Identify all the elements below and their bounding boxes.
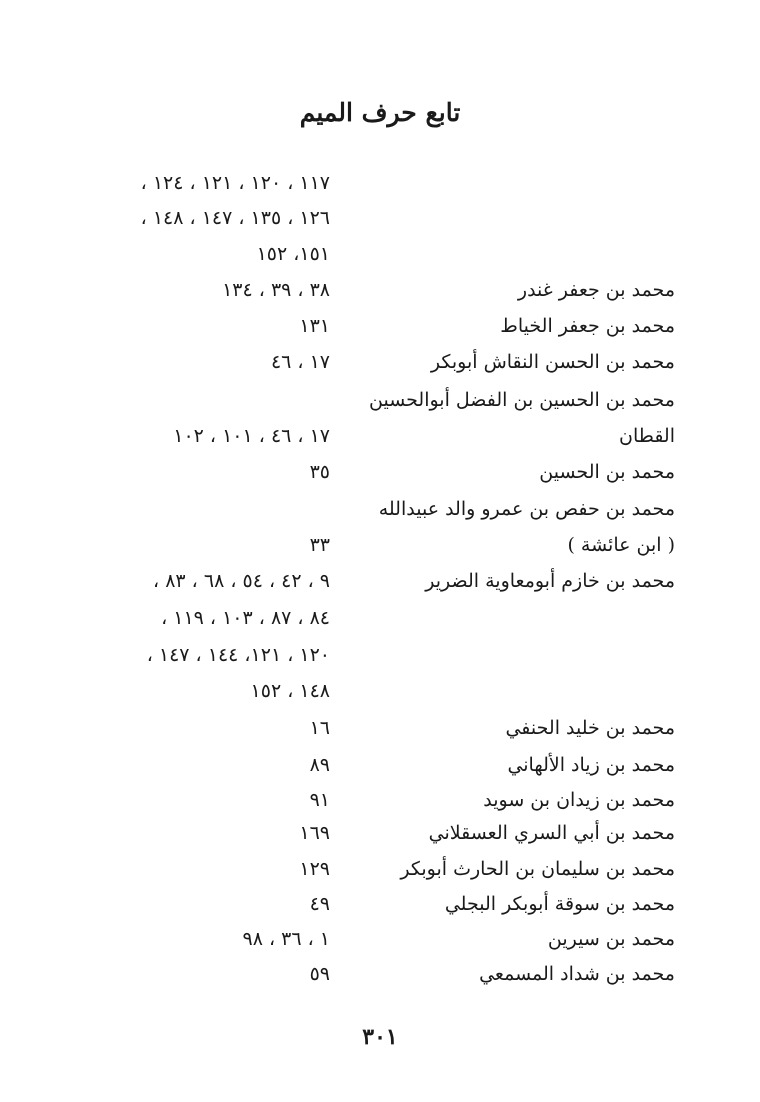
index-entry	[0, 887, 760, 921]
index-entry	[0, 166, 760, 200]
entry-pages: ١٢٦ ، ١٣٥ ، ١٤٧ ، ١٤٨ ،	[140, 207, 330, 229]
entry-pages: ٤٩	[309, 893, 330, 915]
index-entry	[0, 237, 760, 271]
entry-pages: ١٤٨ ، ١٥٢	[250, 680, 330, 702]
index-entry	[0, 455, 760, 489]
index-entry	[0, 957, 760, 991]
entry-name: محمد بن سوقة أبوبكر البجلي	[444, 893, 675, 915]
index-entry	[0, 492, 760, 526]
entry-name: ( ابن عائشة )	[567, 534, 675, 556]
index-entry	[0, 419, 760, 453]
entry-name: محمد بن جعفر الخياط	[500, 315, 675, 337]
index-entry	[0, 309, 760, 343]
entry-pages: ٩١	[309, 789, 330, 811]
entry-pages: ١١٧ ، ١٢٠ ، ١٢١ ، ١٢٤ ،	[140, 172, 330, 194]
entry-pages: ٣٨ ، ٣٩ ، ١٣٤	[222, 279, 330, 301]
entry-pages: ١٦٩	[299, 822, 330, 844]
entry-name: محمد بن خليد الحنفي	[505, 717, 675, 739]
entry-pages: ٨٩	[309, 754, 330, 776]
entry-name: القطان	[618, 425, 675, 447]
entry-name: محمد بن شداد المسمعي	[479, 963, 675, 985]
index-entry	[0, 783, 760, 817]
entry-pages: ١٦	[309, 717, 330, 739]
page-title: تابع حرف الميم	[299, 98, 461, 127]
entry-pages: ٣٣	[309, 534, 330, 556]
entry-name: محمد بن الحسن النقاش أبوبكر	[430, 351, 675, 373]
index-entry	[0, 601, 760, 635]
index-entry	[0, 852, 760, 886]
entry-pages: ١٢٠ ، ١٢١، ١٤٤ ، ١٤٧ ،	[146, 644, 330, 666]
entry-pages: ٩ ، ٤٢ ، ٥٤ ، ٦٨ ، ٨٣ ،	[153, 570, 330, 592]
entry-pages: ١٥١، ١٥٢	[256, 243, 330, 265]
entry-pages: ٨٤ ، ٨٧ ، ١٠٣ ، ١١٩ ،	[161, 607, 330, 629]
entry-name: محمد بن الحسين بن الفضل أبوالحسين	[369, 389, 675, 411]
index-entry	[0, 273, 760, 307]
index-entry	[0, 345, 760, 379]
entry-name: محمد بن سيرين	[547, 928, 675, 950]
entry-pages: ١٧ ، ٤٦	[270, 351, 330, 373]
entry-pages: ١٢٩	[299, 858, 330, 880]
index-entry	[0, 564, 760, 598]
entry-name: محمد بن سليمان بن الحارث أبوبكر	[400, 858, 675, 880]
index-entry	[0, 711, 760, 745]
entry-name: محمد بن حفص بن عمرو والد عبيدالله	[378, 498, 675, 520]
index-entry	[0, 383, 760, 417]
entry-pages: ١ ، ٣٦ ، ٩٨	[242, 928, 330, 950]
entry-name: محمد بن جعفر غندر	[517, 279, 675, 301]
index-entry	[0, 201, 760, 235]
index-entry	[0, 638, 760, 672]
entry-pages: ٣٥	[309, 461, 330, 483]
entry-pages: ١٧ ، ٤٦ ، ١٠١ ، ١٠٢	[173, 425, 330, 447]
entry-name: محمد بن الحسين	[539, 461, 675, 483]
entry-name: محمد بن زياد الألهاني	[507, 754, 675, 776]
index-entry	[0, 674, 760, 708]
entry-name: محمد بن خازم أبومعاوية الضرير	[425, 570, 675, 592]
entry-pages: ٥٩	[309, 963, 330, 985]
entry-pages: ١٣١	[299, 315, 330, 337]
index-entry	[0, 922, 760, 956]
index-entry	[0, 816, 760, 850]
entry-name: محمد بن زيدان بن سويد	[483, 789, 675, 811]
index-entry	[0, 748, 760, 782]
index-entry	[0, 528, 760, 562]
entry-name: محمد بن أبي السري العسقلاني	[428, 822, 675, 844]
page-number: ٣٠١	[362, 1024, 398, 1050]
